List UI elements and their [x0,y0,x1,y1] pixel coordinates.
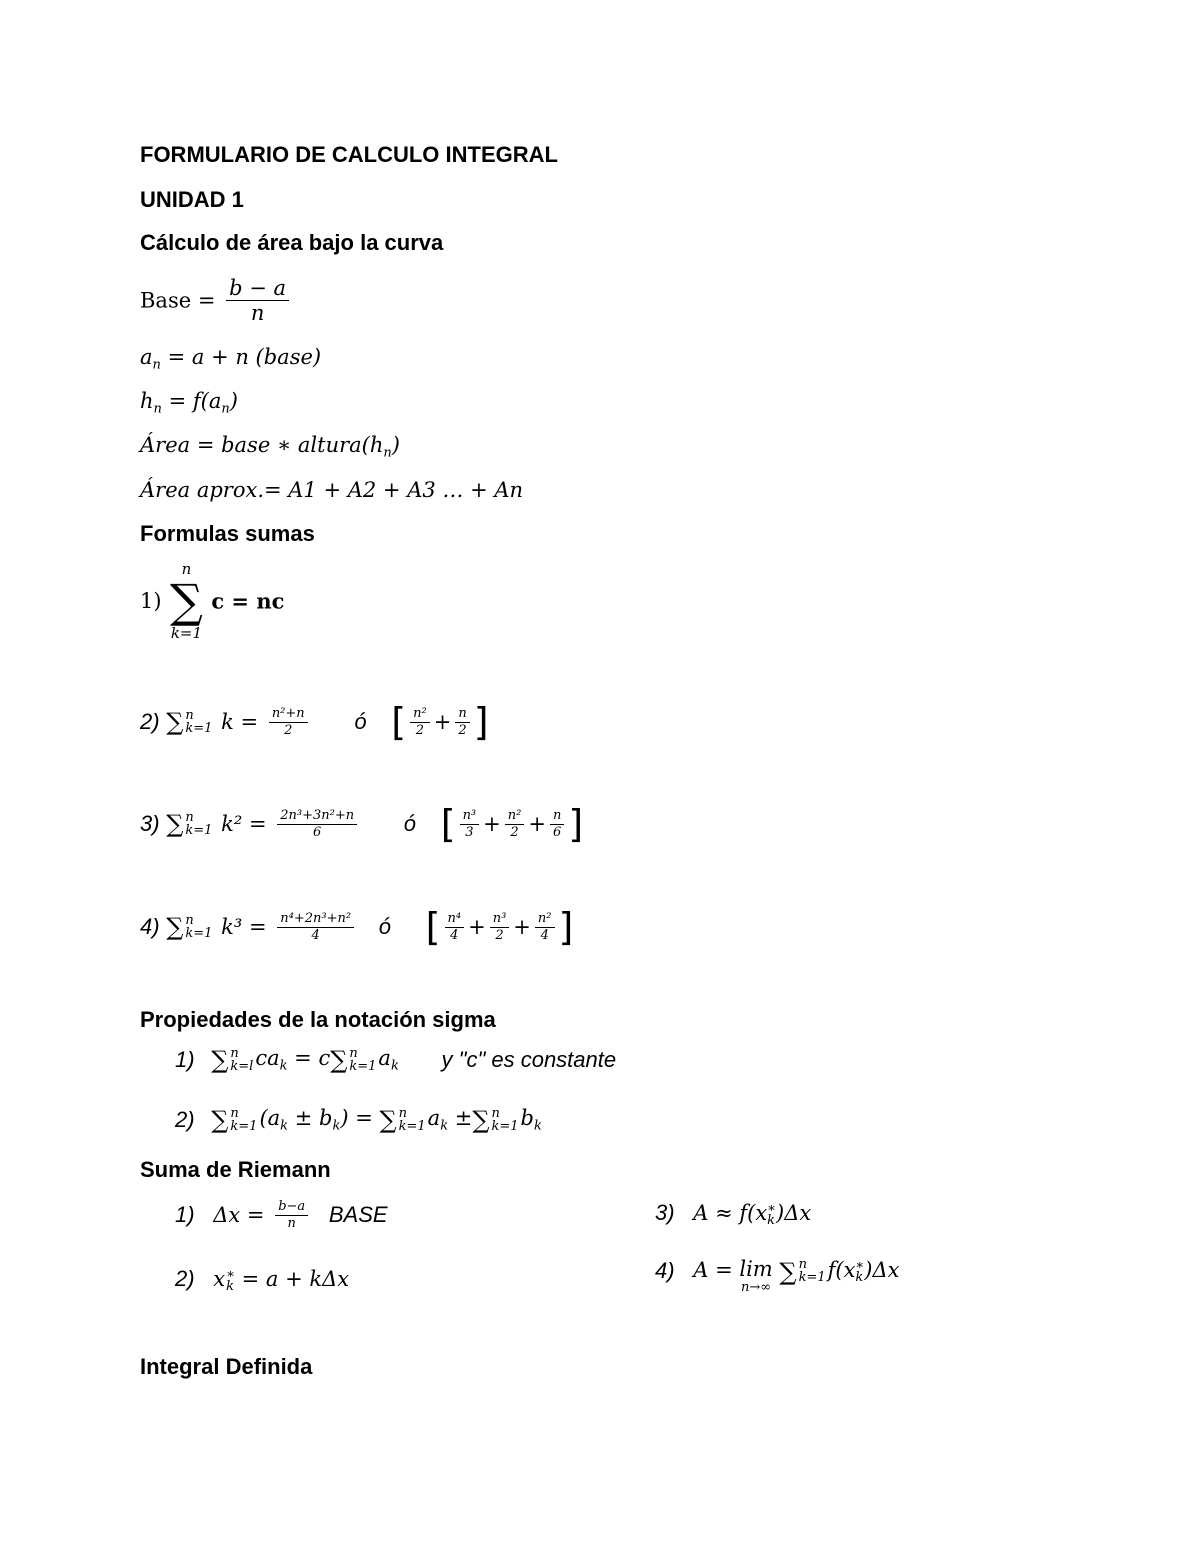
riemann-formula-4: 4) A = lim n→∞ ∑ n k=1 f(x ∗ k )Δx [655,1257,900,1296]
sums-heading: Formulas sumas [140,521,315,546]
riemann-heading: Suma de Riemann [140,1157,331,1182]
area-aprox-formula: Área aprox.= A1 + A2 + A3 … + An [140,478,524,502]
sum-formula-2: 2) ∑ n k=1 k = $\frac{\text{n²+n}}{2}$ ó [ $\frac{\text{n²}}{2}$ + $\frac{n}{2}$ ] [140,700,489,744]
area-heading: Cálculo de área bajo la curva [140,230,444,255]
sum-formula-1: 1) n ∑ k=1 c = nc [140,560,285,642]
area-formula: Área = base ∗ $altura(h_n)$ [140,433,400,461]
riemann-formula-1: 1) Δx = $\frac{b-a}{n}$ BASE [175,1199,388,1231]
base-fraction: $\frac{b - a}{n}$ [226,276,289,325]
unit-heading: UNIDAD 1 [140,187,244,212]
an-formula: $a_n = a + n$ (base) [140,345,322,373]
page-title: FORMULARIO DE CALCULO INTEGRAL [140,142,558,167]
sum-formula-4: 4) ∑ n k=1 k³ = $\frac{\text{n⁴+2n³+n²}}{4}$ ó [ $\frac{\text{n⁴}}{4}$ + $\frac{\text{n³}}{2}$ + $\frac{\text{n²}}{4}$ ] [140,905,574,949]
sigma-property-2: 2) ∑ n k=1 $(a_k \pm b_k)$ = ∑ n k=1 $a_k$ ±∑ n k=1 $b_k$ [175,1106,542,1134]
base-formula: Base = $\frac{b - a}{n}$ [140,276,293,325]
sum-formula-3: 3) ∑ n k=1 k² = $\frac{\text{2n³+3n²+n}}{6}$ ó [ $\frac{\text{n³}}{3}$ + $\frac{\text{n²}}{2}$ + $\frac{n}{6}$ ] [140,802,584,846]
sigma-props-heading: Propiedades de la notación sigma [140,1007,496,1032]
hn-formula: $h_n = f(a_n)$ [140,389,238,417]
sigma-icon: n ∑ k=1 [170,560,203,642]
sigma-property-1: 1) ∑ n k=l $ca_k = c\sum$ n k=1 $a_k$ y "c" es constante [175,1046,617,1074]
riemann-formula-3: 3) A ≈ f(x ∗ k )Δx [655,1200,812,1228]
integral-heading: Integral Definida [140,1354,313,1379]
riemann-formula-2: 2) x ∗ k = a + kΔx [175,1266,350,1294]
